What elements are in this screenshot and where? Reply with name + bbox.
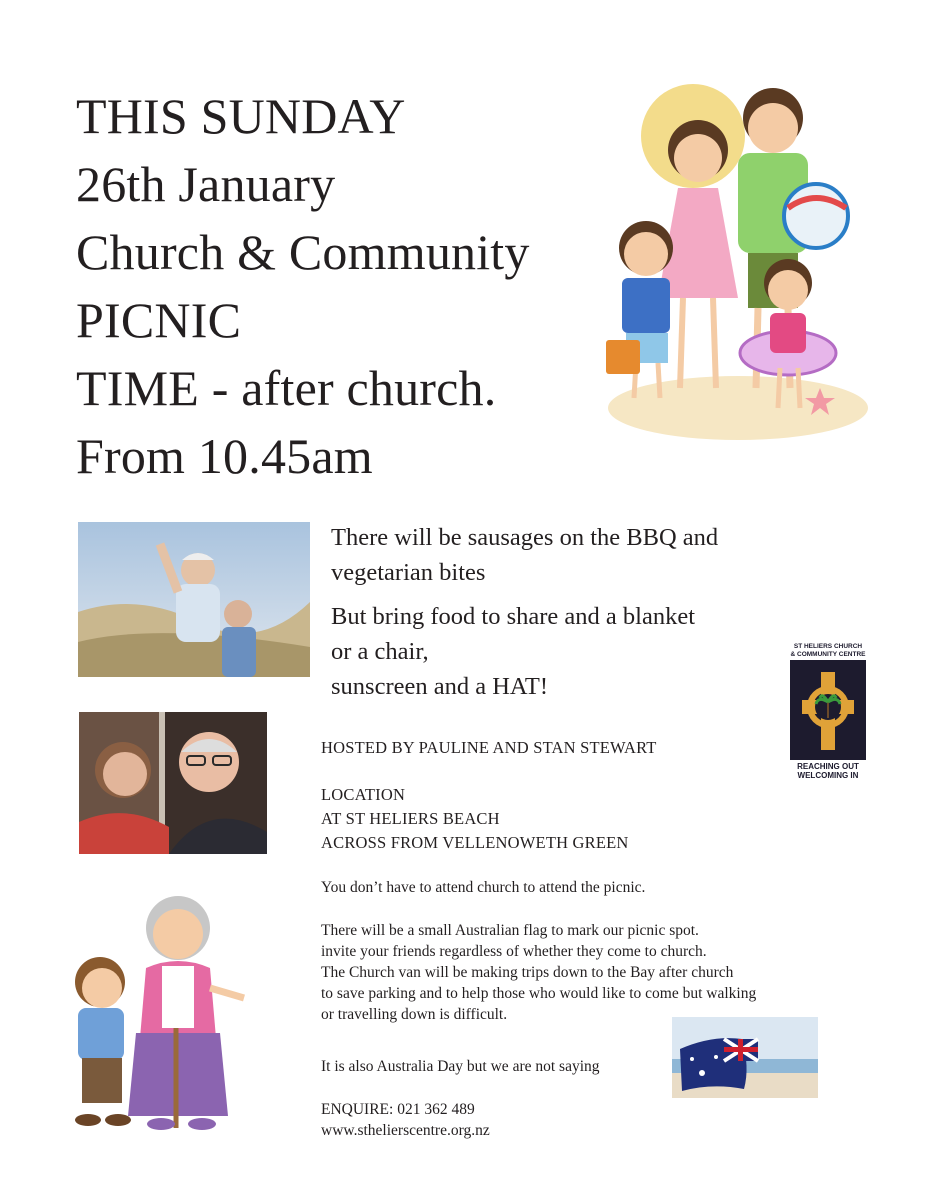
intro-line: But bring food to share and a blanket xyxy=(331,603,696,630)
headline-line: PICNIC xyxy=(76,292,242,348)
website-link[interactable]: www.sthelierscentre.org.nz xyxy=(321,1122,490,1139)
intro-line: vegetarian bites xyxy=(331,559,486,586)
details-line: The Church van will be making trips down to the Bay after church xyxy=(321,964,734,981)
location-heading: LOCATION xyxy=(321,785,406,804)
enquire-phone: ENQUIRE: 021 362 489 xyxy=(321,1101,475,1118)
details xyxy=(321,920,841,1025)
logo-bottom-text: REACHING OUT WELCOMING IN xyxy=(797,762,859,780)
intro-line: or a chair, xyxy=(331,638,429,665)
logo-top-text: ST HELIERS CHURCH & COMMUNITY CENTRE xyxy=(790,643,866,658)
australia-day-note: It is also Australia Day but we are not saying xyxy=(321,1058,600,1075)
location xyxy=(321,783,841,855)
family-beach-icon xyxy=(598,78,868,448)
intro-text xyxy=(331,520,801,704)
details-line: to save parking and to help those who would like to come but walking xyxy=(321,985,757,1002)
headline-line: 26th January xyxy=(76,156,336,212)
details-line: or travelling down is difficult. xyxy=(321,1006,508,1023)
location-line: AT ST HELIERS BEACH xyxy=(321,809,500,828)
headline-line: TIME - after church. xyxy=(76,360,497,416)
grandma-child-icon xyxy=(66,888,252,1136)
hosted-by: HOSTED BY PAULINE AND STAN STEWART xyxy=(321,738,657,757)
details-line: invite your friends regardless of whether they come to church. xyxy=(321,943,707,960)
headline-line: THIS SUNDAY xyxy=(76,88,406,144)
headline-line: From 10.45am xyxy=(76,428,373,484)
attendance-note: You don’t have to attend church to attend the picnic. xyxy=(321,879,646,896)
contact xyxy=(321,1099,841,1141)
headline-line: Church & Community xyxy=(76,224,530,280)
intro-line: sunscreen and a HAT! xyxy=(331,673,549,700)
hosts-photo xyxy=(79,712,267,854)
details-line: There will be a small Australian flag to mark our picnic spot. xyxy=(321,922,699,939)
headline xyxy=(76,82,616,490)
grandpa-child-photo xyxy=(78,522,310,677)
church-logo xyxy=(790,643,866,781)
intro-line: There will be sausages on the BBQ and xyxy=(331,524,719,551)
location-line: ACROSS FROM VELLENOWETH GREEN xyxy=(321,833,629,852)
